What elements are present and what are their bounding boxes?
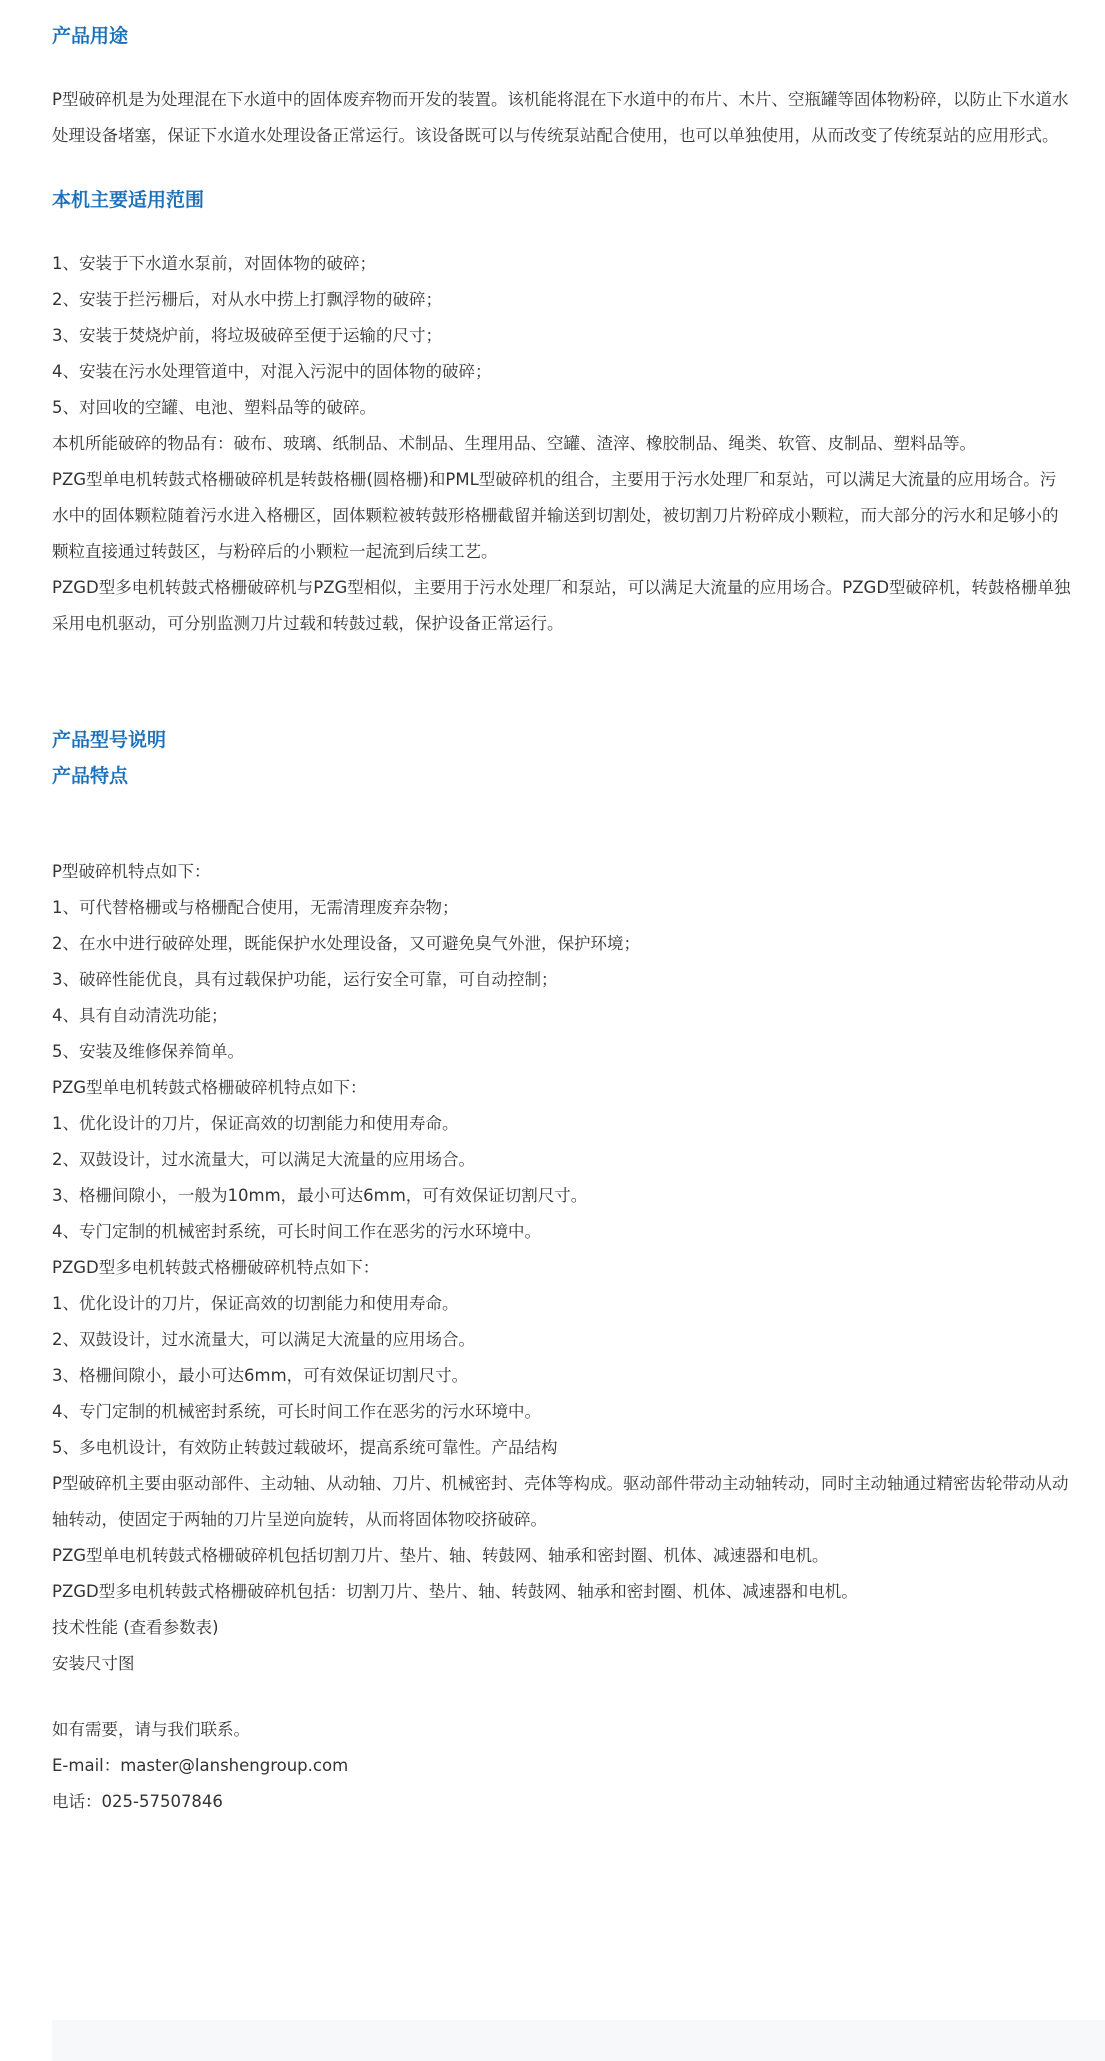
usage-heading: 产品用途 xyxy=(52,25,129,47)
structure-paragraph: PZG型单电机转鼓式格栅破碎机包括切割刀片、垫片、轴、转鼓网、轴承和密封圈、机体、减速器和电机。 xyxy=(52,1546,829,1565)
structure-paragraph: P型破碎机主要由驱动部件、主动轴、从动轴、刀片、机械密封、壳体等构成。驱动部件带动主动轴转动，同时主动轴通过精密齿轮带动从动轴转动，使固定于两轴的刀片呈逆向旋转，从而将固体物咬挤破碎。 xyxy=(52,1474,1069,1529)
scope-paragraph: 本机所能破碎的物品有：破布、玻璃、纸制品、术制品、生理用品、空罐、渣滓、橡胶制品、绳类、软管、皮制品、塑料品等。 xyxy=(52,434,976,453)
features-line: 4、专门定制的机械密封系统，可长时间工作在恶劣的污水环境中。 xyxy=(52,1222,541,1241)
features-line: 3、格栅间隙小，一般为10mm，最小可达6mm，可有效保证切割尺寸。 xyxy=(52,1186,588,1205)
features-line: 1、可代替格栅或与格栅配合使用，无需清理废弃杂物； xyxy=(52,898,459,917)
features-line: 1、优化设计的刀片，保证高效的切割能力和使用寿命。 xyxy=(52,1294,459,1313)
structure-paragraph: PZGD型多电机转鼓式格栅破碎机包括：切割刀片、垫片、轴、转鼓网、轴承和密封圈、机体、减速器和电机。 xyxy=(52,1582,858,1601)
features-line: 5、安装及维修保养简单。 xyxy=(52,1042,244,1061)
footer-panel xyxy=(52,2020,1105,2061)
scope-heading: 本机主要适用范围 xyxy=(52,189,205,211)
features-line: 1、优化设计的刀片，保证高效的切割能力和使用寿命。 xyxy=(52,1114,459,1133)
scope-item: 5、对回收的空罐、电池、塑料品等的破碎。 xyxy=(52,398,376,417)
features-line: PZGD型多电机转鼓式格栅破碎机特点如下： xyxy=(52,1258,380,1277)
scope-item: 2、安装于拦污栅后，对从水中捞上打飘浮物的破碎； xyxy=(52,290,442,309)
scope-item: 1、安装于下水道水泵前，对固体物的破碎； xyxy=(52,254,376,273)
contact-email[interactable]: E-mail：master@lanshengroup.com xyxy=(52,1756,349,1775)
scope-paragraph: PZG型单电机转鼓式格栅破碎机是转鼓格栅(圆格栅)和PML型破碎机的组合，主要用于污水处理厂和泵站，可以满足大流量的应用场合。污水中的固体颗粒随着污水进入格栅区，固体颗粒被转鼓形格栅截留并输送到切割处，被切割刀片粉碎成小颗粒，而大部分的污水和足够小的颗粒直接通过转鼓区，与粉碎后的小颗粒一起流到后续工艺。 xyxy=(52,470,1059,561)
features-line: P型破碎机特点如下： xyxy=(52,862,211,881)
features-line: 3、破碎性能优良，具有过载保护功能，运行安全可靠，可自动控制； xyxy=(52,970,558,989)
features-line: 4、具有自动清洗功能； xyxy=(52,1006,228,1025)
features-line: 2、在水中进行破碎处理，既能保护水处理设备，又可避免臭气外泄，保护环境； xyxy=(52,934,640,953)
features-line: 5、多电机设计，有效防止转鼓过载破坏，提高系统可靠性。产品结构 xyxy=(52,1438,558,1457)
scope-item: 4、安装在污水处理管道中，对混入污泥中的固体物的破碎； xyxy=(52,362,492,381)
features-line: 2、双鼓设计，过水流量大，可以满足大流量的应用场合。 xyxy=(52,1330,475,1349)
tech-spec-link[interactable]: 技术性能 (查看参数表) xyxy=(52,1618,219,1637)
features-line: 2、双鼓设计，过水流量大，可以满足大流量的应用场合。 xyxy=(52,1150,475,1169)
model-heading: 产品型号说明 xyxy=(52,729,167,751)
install-dimension-link[interactable]: 安装尺寸图 xyxy=(52,1654,135,1673)
features-line: PZG型单电机转鼓式格栅破碎机特点如下： xyxy=(52,1078,367,1097)
scope-item: 3、安装于焚烧炉前，将垃圾破碎至便于运输的尺寸； xyxy=(52,326,442,345)
contact-intro: 如有需要，请与我们联系。 xyxy=(52,1720,250,1739)
features-line: 4、专门定制的机械密封系统，可长时间工作在恶劣的污水环境中。 xyxy=(52,1402,541,1421)
features-heading: 产品特点 xyxy=(52,765,129,787)
article-content xyxy=(52,18,1072,1820)
scope-paragraph: PZGD型多电机转鼓式格栅破碎机与PZG型相似，主要用于污水处理厂和泵站，可以满足大流量的应用场合。PZGD型破碎机，转鼓格栅单独采用电机驱动，可分别监测刀片过载和转鼓过载，保护设备正常运行。 xyxy=(52,578,1071,633)
features-line: 3、格栅间隙小，最小可达6mm，可有效保证切割尺寸。 xyxy=(52,1366,469,1385)
contact-phone: 电话：025-57507846 xyxy=(52,1792,223,1811)
usage-paragraph: P型破碎机是为处理混在下水道中的固体废弃物而开发的装置。该机能将混在下水道中的布片、木片、空瓶罐等固体物粉碎，以防止下水道水处理设备堵塞，保证下水道水处理设备正常运行。该设备既可以与传统泵站配合使用，也可以单独使用，从而改变了传统泵站的应用形式。 xyxy=(52,90,1069,145)
